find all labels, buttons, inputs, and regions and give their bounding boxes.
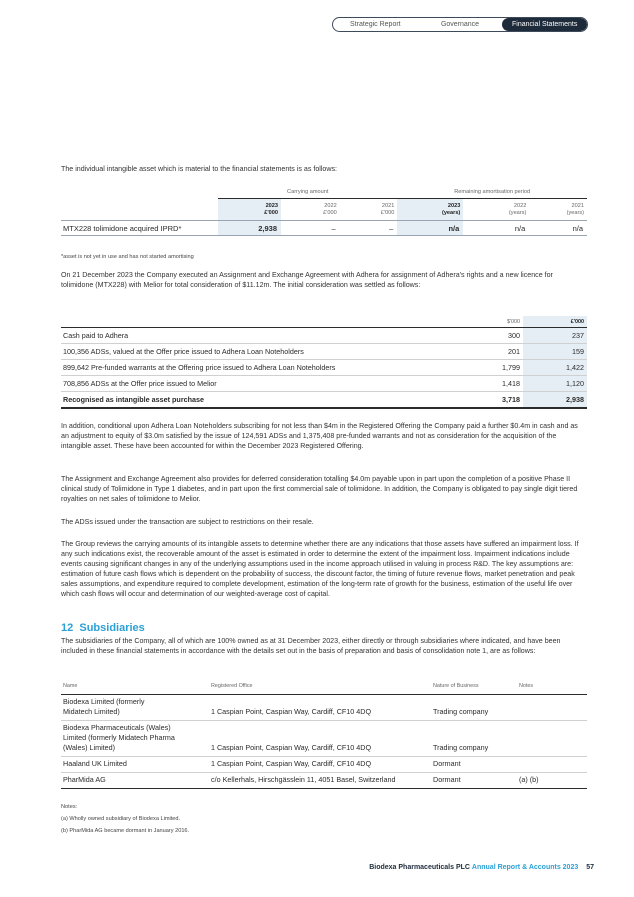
paragraph-deferred: The Assignment and Exchange Agreement also provides for deferred consideration totalling $4.0m payable upon in part upon the completion of a positive Phase II clinical study of Tolimidone in Type 1 diabetes, and in part upon the first commercial sale of tolimidone. In addition, the Company is obligated to pay single digit tiered royalties on net sales of tolimidone to Melior. — [61, 475, 578, 503]
table-row — [61, 376, 587, 392]
tab-strategic-report[interactable]: Strategic Report — [350, 21, 401, 28]
nature-of-business: Trading company — [431, 721, 517, 757]
row-label: 708,856 ADSs at the Offer price issued to Melior — [61, 376, 461, 392]
table-row — [61, 328, 587, 344]
paragraph-additional: In addition, conditional upon Adhera Loan Noteholders subscribing for not less than $4m in the Registered Offering the Company paid a further $0.4m in cash and as an adjustment to equity of $3.0m satisfied by the issue of 124,591 ADSs and 1,375,408 pre-funded warrants and not as consideration for the acquisition of the intangible asset. These have been accounted for within the December 2023 Registered Offering. — [61, 422, 578, 450]
cell: 201 — [461, 344, 523, 360]
paragraph-consideration: On 21 December 2023 the Company executed an Assignment and Exchange Agreement with Adhera for assignment of Adhera's rights and a new licence for tolimidone (MTX228) with Melior for total consideration of $11.12m. The initial consideration was settled as follows: — [61, 271, 553, 289]
cell: 1,422 — [523, 360, 587, 376]
subsidiary-name: Haaland UK Limited — [61, 757, 209, 773]
cell: 159 — [523, 344, 587, 360]
asset-footnote: *asset is not yet in use and has not started amortising — [61, 254, 194, 260]
consideration-table — [61, 316, 587, 409]
col-header-gbp: £'000 — [523, 316, 587, 328]
cell: 1,799 — [461, 360, 523, 376]
footer-company: Biodexa Pharmaceuticals PLC — [369, 864, 470, 871]
row-label: 899,642 Pre-funded warrants at the Offering price issued to Adhera Loan Noteholders — [61, 360, 461, 376]
cell: 300 — [461, 328, 523, 344]
cell: 1,120 — [523, 376, 587, 392]
table-row — [61, 773, 587, 789]
table-row — [61, 221, 587, 236]
col-header-usd: $'000 — [461, 316, 523, 328]
notes-cell — [517, 757, 587, 773]
cell: n/a — [463, 221, 529, 236]
tab-financial-statements[interactable]: Financial Statements — [502, 18, 587, 31]
col-header: 2023 (years) — [397, 199, 463, 221]
registered-office: 1 Caspian Point, Caspian Way, Cardiff, CF10 4DQ — [209, 757, 431, 773]
table-row — [61, 695, 587, 721]
subsidiaries-table — [61, 681, 587, 789]
table-row — [61, 360, 587, 376]
section-heading — [61, 622, 145, 634]
cell: 2,938 — [218, 221, 281, 236]
col-header: 2021 (years) — [566, 203, 584, 216]
cell: 1,418 — [461, 376, 523, 392]
nature-of-business: Dormant — [431, 773, 517, 789]
note-item: (b) PharMida AG became dormant in January 2016. — [61, 828, 190, 834]
notes-cell — [517, 721, 587, 757]
table-row — [61, 721, 587, 757]
page-number: 57 — [586, 864, 594, 871]
nature-of-business: Dormant — [431, 757, 517, 773]
table-row — [61, 757, 587, 773]
notes-block — [61, 801, 587, 837]
row-label: Cash paid to Adhera — [61, 328, 461, 344]
table-row — [61, 344, 587, 360]
subsidiary-name: Biodexa Limited (formerly Midatech Limited) — [61, 695, 209, 721]
col-header: 2021 £'000 — [380, 203, 395, 216]
row-label: Recognised as intangible asset purchase — [61, 392, 461, 409]
col-header: Nature of Business — [431, 681, 517, 695]
footer-report-title: Annual Report & Accounts 2023 — [471, 864, 579, 871]
cell: n/a — [397, 221, 463, 236]
notes-cell: (a) (b) — [517, 773, 587, 789]
col-header: 2023 £'000 — [218, 199, 281, 221]
total-row — [61, 392, 587, 409]
col-header: Notes — [517, 681, 587, 695]
intangible-asset-table — [61, 186, 587, 236]
subsidiary-name: PharMida AG — [61, 773, 209, 789]
registered-office: c/o Kellerhals, Hirschgässlein 11, 4051 Basel, Switzerland — [209, 773, 431, 789]
registered-office: 1 Caspian Point, Caspian Way, Cardiff, CF10 4DQ — [209, 695, 431, 721]
subsidiary-name: Biodexa Pharmaceuticals (Wales) Limited (formerly Midatech Pharma (Wales) Limited) — [61, 721, 209, 757]
page-footer — [369, 864, 594, 871]
col-header: 2022 £'000 — [323, 203, 337, 216]
remaining-period-header: Remaining amortisation period — [397, 186, 587, 199]
row-label: 100,356 ADSs, valued at the Offer price issued to Adhera Loan Noteholders — [61, 344, 461, 360]
paragraph-subsidiaries: The subsidiaries of the Company, all of which are 100% owned as at 31 December 2023, either directly or through subsidiaries where indicated, and have been included in these financial statements in accordance with the details set out in the basis of preparation and basis of consolidation note 1, are as follows: — [61, 637, 561, 655]
cell: – — [340, 221, 398, 236]
notes-cell — [517, 695, 587, 721]
carrying-amount-header: Carrying amount — [218, 186, 397, 199]
cell: 237 — [523, 328, 587, 344]
cell: 2,938 — [523, 392, 587, 409]
asset-label: MTX228 tolimidone acquired IPRD* — [61, 221, 218, 236]
cell: n/a — [529, 221, 587, 236]
note-item: (a) Wholly owned subsidiary of Biodexa Limited. — [61, 816, 181, 822]
notes-title: Notes: — [61, 804, 78, 810]
cell: – — [281, 221, 340, 236]
section-title: Subsidiaries — [79, 622, 145, 634]
cell: 3,718 — [461, 392, 523, 409]
section-number: 12 — [61, 622, 74, 634]
col-header: Registered Office — [209, 681, 431, 695]
tab-governance[interactable]: Governance — [440, 21, 480, 28]
nature-of-business: Trading company — [431, 695, 517, 721]
paragraph-impairment: The Group reviews the carrying amounts of its intangible assets to determine whether there are any indications that those assets have suffered an impairment loss. If any such indications exist, the recoverable amount of the asset is estimated in order to determine the extent of the impairment loss. Impairment indications include events causing significant changes in any of the underlying assumptions used in the income approach utilised in valuing in process R&D. The key assumptions are: estimation of future cash flows which is dependent on the probability of success, the discount factor, the timing of future revenue flows, market penetration and peak sales assumptions, and expenditure required to complete development, estimation of the long-term rate of growth for the business, estimation of the useful life over which cash flows will occur and determination of our weighted-average cost of capital. — [61, 540, 579, 598]
col-header: 2022 (years) — [508, 203, 527, 216]
paragraph-restrictions: The ADSs issued under the transaction are subject to restrictions on their resale. — [61, 518, 314, 526]
registered-office: 1 Caspian Point, Caspian Way, Cardiff, CF10 4DQ — [209, 721, 431, 757]
section-nav — [332, 17, 588, 32]
intro-text: The individual intangible asset which is material to the financial statements is as follows: — [61, 165, 338, 173]
col-header: Name — [61, 681, 209, 695]
